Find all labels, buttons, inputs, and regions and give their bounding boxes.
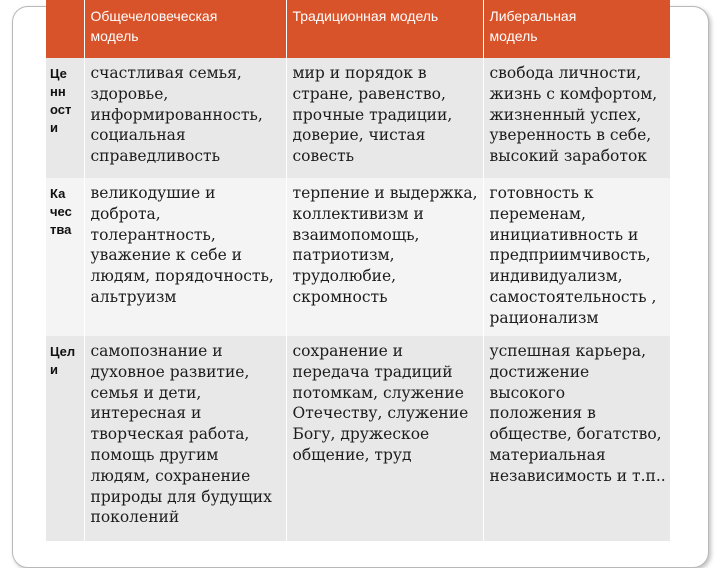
header-line: Либеральная (489, 8, 577, 24)
cell-line: великодушие и (90, 184, 216, 202)
row-label-line: Ка (50, 186, 66, 201)
row-label-line: и (50, 120, 58, 135)
row-label-line: чес (50, 204, 72, 219)
row-label-line: и (50, 362, 58, 377)
cell-line: инициативность и (489, 225, 639, 244)
cell-line: помощь другим (90, 445, 219, 464)
cell-line: готовность к (489, 184, 594, 202)
cell-line: терпение и выдержка, (292, 184, 478, 202)
cell-line: уверенность в себе, (489, 126, 652, 145)
cell-line: самостоятельность , (489, 287, 657, 306)
table-cell (84, 336, 286, 541)
cell-line: людям, сохранение (90, 466, 251, 485)
cell-line: Богу, дружеское (292, 425, 430, 444)
cell-line: материальная (489, 445, 606, 464)
table-cell (483, 58, 670, 178)
row-label (46, 336, 84, 541)
header-line: Традиционная модель (292, 8, 439, 24)
cell-line: доброта, (90, 204, 161, 223)
table-header-row (46, 0, 670, 58)
row-label-line: Цел (50, 344, 76, 359)
cell-line: высокого (489, 383, 566, 402)
table-cell (84, 178, 286, 336)
cell-line: социальная (90, 126, 186, 145)
header-liberal-model (483, 0, 670, 58)
value-models-table (46, 0, 670, 541)
cell-line: независимость и т.п.. (489, 466, 666, 485)
cell-line: патриотизм, (292, 246, 395, 265)
cell-line: общение, труд (292, 445, 412, 464)
cell-line: обществе, богатство, (489, 425, 662, 444)
header-traditional-model (286, 0, 483, 58)
cell-line: достижение (489, 362, 590, 381)
cell-line: доверие, чистая (292, 126, 426, 145)
table-row-qualities (46, 178, 670, 336)
cell-line: Отечеству, служение (292, 404, 469, 423)
row-label-line: Це (50, 66, 67, 81)
cell-line: высокий заработок (489, 147, 647, 166)
table-row-goals (46, 336, 670, 541)
cell-line: трудолюбие, (292, 267, 397, 286)
row-label-line: ост (50, 102, 72, 117)
cell-line: счастливая семья, (90, 64, 242, 82)
cell-line: природы для будущих (90, 487, 272, 506)
cell-line: взаимопомощь, (292, 225, 420, 244)
cell-line: творческая работа, (90, 425, 250, 444)
header-line: Общечеловеческая (90, 8, 218, 24)
cell-line: здоровье, (90, 84, 169, 103)
cell-line: толерантность, (90, 225, 216, 244)
header-line: модель (90, 28, 139, 44)
table-row-values (46, 58, 670, 178)
cell-line: интересная и (90, 404, 202, 423)
cell-line: сохранение и (292, 342, 404, 360)
cell-line: предприимчивость, (489, 246, 651, 265)
cell-line: духовное развитие, (90, 362, 250, 381)
table-cell (286, 58, 483, 178)
cell-line: скромность (292, 287, 388, 306)
cell-line: жизнь с комфортом, (489, 84, 658, 103)
row-label-line: тва (50, 222, 72, 237)
cell-line: положения в (489, 404, 596, 423)
cell-line: прочные традиции, (292, 105, 453, 124)
row-label (46, 58, 84, 178)
cell-line: коллективизм и (292, 204, 424, 223)
cell-line: совесть (292, 147, 355, 166)
cell-line: поколений (90, 508, 180, 527)
table-cell (483, 178, 670, 336)
cell-line: переменам, (489, 204, 586, 223)
cell-line: самопознание и (90, 342, 223, 360)
cell-line: семья и дети, (90, 383, 202, 402)
cell-line: рационализм (489, 308, 599, 327)
table-cell (286, 336, 483, 541)
cell-line: индивидуализм, (489, 267, 623, 286)
cell-line: передача традиций (292, 362, 453, 381)
cell-line: людям, порядочность, (90, 267, 274, 286)
cell-line: свобода личности, (489, 64, 642, 82)
cell-line: стране, равенство, (292, 84, 446, 103)
table-cell (483, 336, 670, 541)
cell-line: информированность, (90, 105, 263, 124)
header-line: модель (489, 28, 538, 44)
cell-line: успешная карьера, (489, 342, 647, 360)
cell-line: жизненный успех, (489, 105, 642, 124)
row-label-line: нн (50, 84, 66, 99)
cell-line: уважение к себе и (90, 246, 243, 265)
cell-line: мир и порядок в (292, 64, 427, 82)
table-cell (84, 58, 286, 178)
header-universal-model (84, 0, 286, 58)
row-label (46, 178, 84, 336)
cell-line: альтруизм (90, 287, 177, 306)
cell-line: потомкам, служение (292, 383, 464, 402)
header-corner-cell (46, 0, 84, 58)
cell-line: справедливость (90, 147, 221, 166)
table-cell (286, 178, 483, 336)
